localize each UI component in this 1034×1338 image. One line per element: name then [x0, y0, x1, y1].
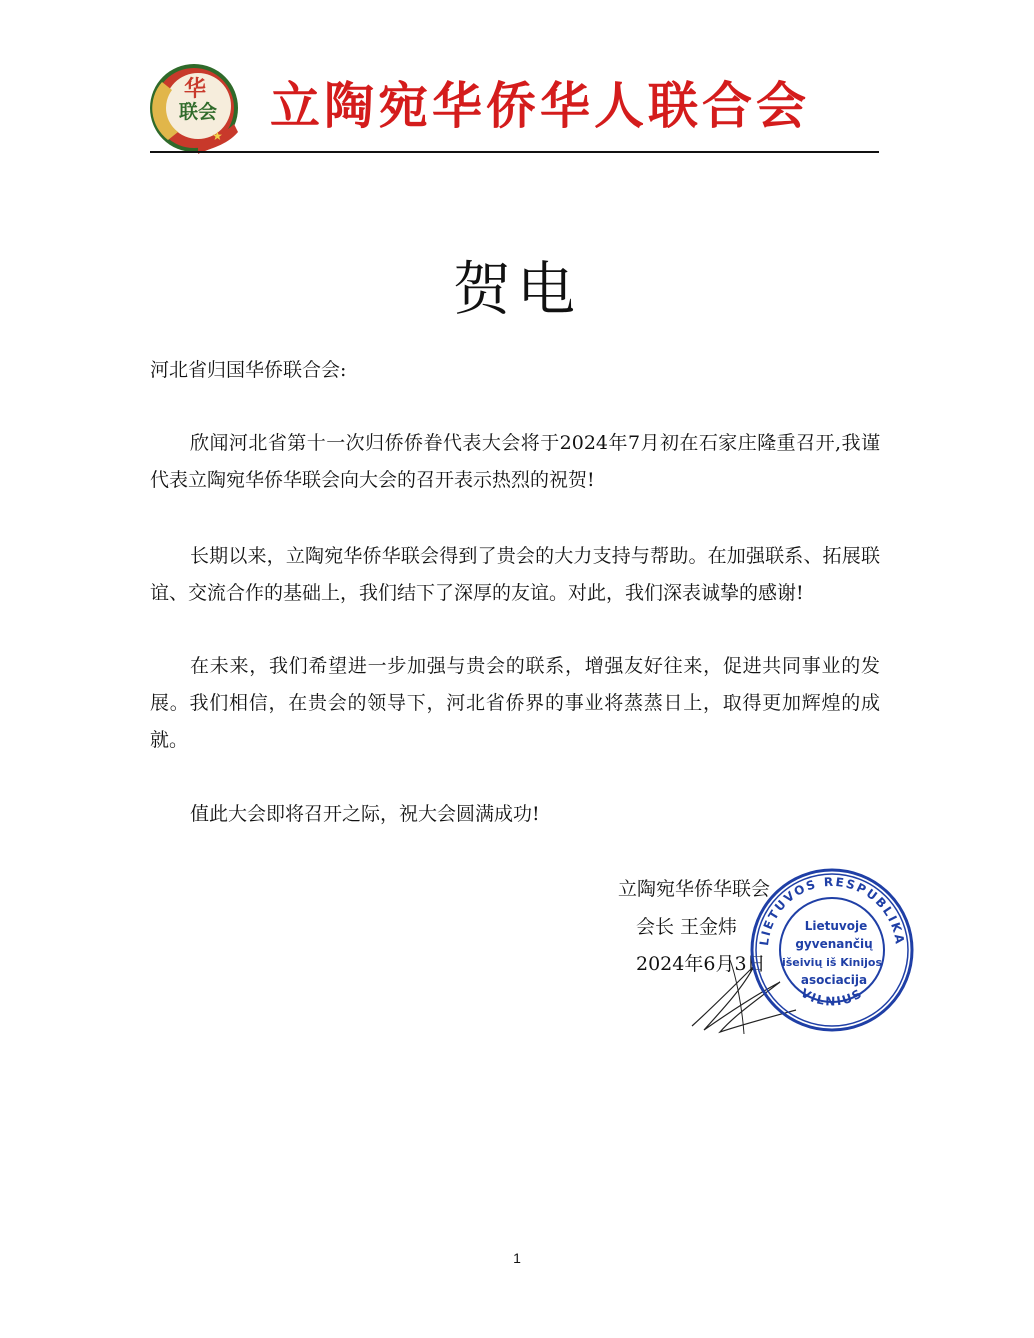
signature-president: 会长 王金炜: [636, 916, 738, 938]
document-title: 贺电: [452, 255, 581, 323]
official-stamp: [748, 866, 916, 1034]
logo-char-bottom: 联会: [178, 101, 218, 123]
salutation: 河北省归国华侨联合会:: [150, 359, 347, 381]
stamp-ring-top: LIETUVOS RESPUBLIKA: [757, 874, 908, 947]
stamp-line-1: Lietuvoje: [804, 919, 868, 933]
signature-date: 2024年6月3日: [636, 953, 766, 975]
page-number: 1: [513, 1250, 521, 1266]
stamp-line-3: išeivių iš Kinijos: [781, 956, 883, 969]
logo-star-icon: ★: [212, 129, 223, 143]
letterhead-org-name: 立陶宛华侨华人联合会: [270, 77, 810, 135]
paragraph-4: 值此大会即将召开之际，祝大会圆满成功!: [190, 803, 540, 825]
paragraph-1: 欣闻河北省第十一次归侨侨眷代表大会将于2024年7月初在石家庄隆重召开,我谨代表立陶宛华侨华联会向大会的召开表示热烈的祝贺!: [150, 432, 880, 491]
logo-char-top: 华: [183, 77, 207, 102]
stamp-line-4: asociacija: [800, 973, 868, 987]
paragraph-2: 长期以来，立陶宛华侨华联会得到了贵会的大力支持与帮助。在加强联系、拓展联谊、交流合作的基础上，我们结下了深厚的友谊。对此，我们深表诚挚的感谢!: [150, 545, 880, 604]
signature-organization: 立陶宛华侨华联会: [618, 878, 771, 900]
stamp-ring-bottom: VILNIUS: [798, 985, 866, 1009]
association-logo: [148, 62, 244, 154]
header-divider: [150, 151, 879, 153]
stamp-line-2: gyvenančių: [795, 937, 873, 951]
paragraph-3: 在未来，我们希望进一步加强与贵会的联系，增强友好往来，促进共同事业的发展。我们相信，在贵会的领导下，河北省侨界的事业将蒸蒸日上，取得更加辉煌的成就。: [150, 655, 880, 751]
